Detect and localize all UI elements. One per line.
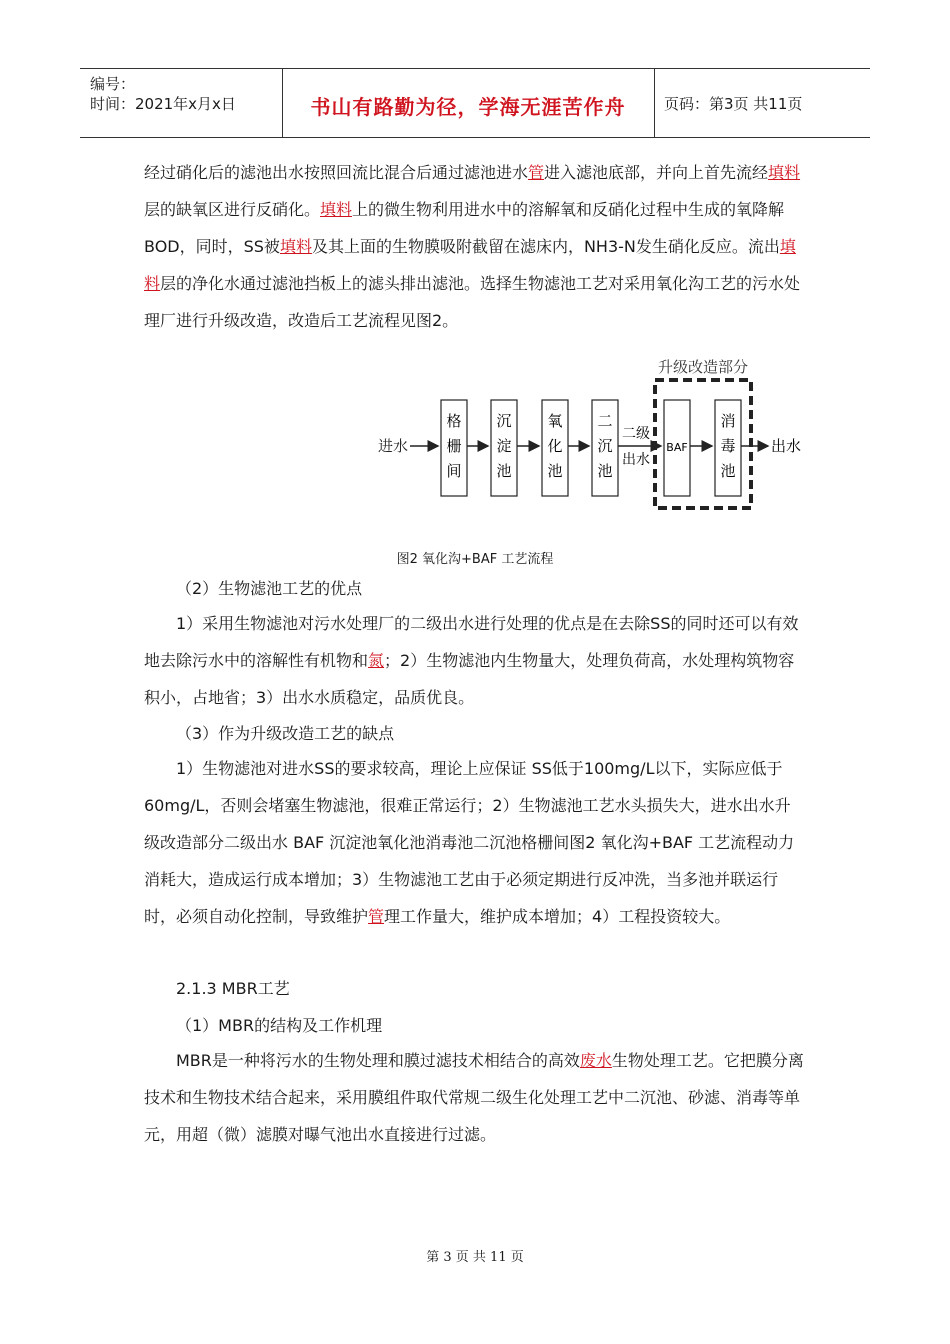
- box-oxidation-tank-label-3: 池: [547, 462, 563, 480]
- page-footer: 第 3 页 共 11 页: [426, 1250, 524, 1265]
- box-grating-room-label-2: 栅: [446, 437, 462, 455]
- box-sedimentation-tank-label-3: 池: [496, 462, 512, 480]
- document-time-label: 时间：2021年x月x日: [90, 95, 236, 113]
- figure-caption: 图2 氧化沟+BAF 工艺流程: [396, 552, 554, 567]
- secondary-effluent-label-1: 二级: [622, 426, 650, 442]
- box-grating-room-label-3: 间: [446, 462, 462, 480]
- paragraph-nitrification: 经过硝化后的滤池出水按照回流比混合后通过滤池进水管进入滤池底部，并向上首先流经填料层的缺氧区进行反硝化。填料上的微生物利用进水中的溶解氧和反硝化过程中生成的氧降解BOD，同时，SS被填料及其上面的生物膜吸附截留在滤床内，NH3-N发生硝化反应。流出填料层的净化水通过滤池挡板上的滤头排出滤池。选择生物滤池工艺对采用氧化沟工艺的污水处理厂进行升级改造，改造后工艺流程见图2。: [144, 163, 801, 330]
- paragraph-disadvantages: 1）生物滤池对进水SS的要求较高，理论上应保证 SS低于100mg/L以下，实际应低于60mg/L，否则会堵塞生物滤池，很难正常运行；2）生物滤池工艺水头损失大，进水出水升级改造部分二级出水 BAF 沉淀池氧化池消毒池二沉池格栅间图2 氧化沟+BAF 工艺流程动力消耗大，造成运行成本增加；3）生物滤池工艺由于必须定期进行反冲洗，当多池并联运行时，必须自动化控制，导致维护管理工作量大，维护成本增加；4）工程投资较大。: [144, 759, 795, 926]
- box-disinfection-tank-label-2: 毒: [720, 437, 736, 455]
- link-filler-1[interactable]: 填料: [768, 163, 801, 182]
- header-left-cell: [80, 69, 283, 137]
- box-sedimentation-tank-label-2: 淀: [496, 437, 512, 455]
- header-right-cell: [654, 69, 870, 137]
- heading-advantages: （2）生物滤池工艺的优点: [176, 579, 363, 598]
- box-secondary-clarifier-label-3: 池: [597, 462, 613, 480]
- link-filler-2[interactable]: 填料: [320, 200, 353, 219]
- inlet-label: 进水: [378, 437, 409, 455]
- outlet-label: 出水: [771, 437, 802, 455]
- box-baf-label: BAF: [666, 441, 688, 454]
- paragraph-mbr: MBR是一种将污水的生物处理和膜过滤技术相结合的高效废水生物处理工艺。它把膜分离技术和生物技术结合起来，采用膜组件取代常规二级生化处理工艺中二沉池、砂滤、消毒等单元，用超（微）滤膜对曝气池出水直接进行过滤。: [144, 1051, 804, 1144]
- heading-mbr-structure: （1）MBR的结构及工作机理: [176, 1016, 383, 1035]
- link-wastewater[interactable]: 废水: [579, 1051, 612, 1070]
- box-secondary-clarifier-label-2: 沉: [597, 437, 613, 455]
- box-disinfection-tank-label-1: 消: [720, 412, 736, 430]
- link-nitrogen[interactable]: 氮: [368, 651, 385, 670]
- paragraph-advantages: 1）采用生物滤池对污水处理厂的二级出水进行处理的优点是在去除SS的同时还可以有效地去除污水中的溶解性有机物和氮；2）生物滤池内生物量大，处理负荷高，水处理构筑物容积小，占地省；3）出水水质稳定，品质优良。: [144, 614, 799, 707]
- box-oxidation-tank-label-2: 化: [547, 437, 563, 455]
- link-filler-3[interactable]: 填料: [279, 237, 312, 256]
- process-flow-diagram: [365, 350, 815, 520]
- header-page-info: 页码：第3页 共11页: [664, 95, 803, 113]
- link-pipe[interactable]: 管: [528, 163, 545, 182]
- header-motto: 书山有路勤为径，学海无涯苦作舟: [310, 95, 626, 119]
- link-filler-4[interactable]: 填料: [144, 237, 796, 293]
- box-sedimentation-tank-label-1: 沉: [496, 412, 512, 430]
- link-management[interactable]: 管: [368, 907, 385, 926]
- page-header: [80, 68, 870, 138]
- box-oxidation-tank-label-1: 氧: [547, 412, 563, 430]
- header-middle-cell: [282, 69, 655, 137]
- secondary-effluent-label-2: 出水: [622, 452, 650, 468]
- box-grating-room-label-1: 格: [446, 412, 462, 430]
- box-disinfection-tank-label-3: 池: [720, 462, 736, 480]
- heading-mbr: 2.1.3 MBR工艺: [176, 979, 290, 998]
- document-number-label: 编号：: [90, 75, 136, 93]
- box-secondary-clarifier-label-1: 二: [597, 412, 613, 430]
- heading-disadvantages: （3）作为升级改造工艺的缺点: [176, 724, 395, 743]
- upgrade-region-label: 升级改造部分: [657, 358, 749, 376]
